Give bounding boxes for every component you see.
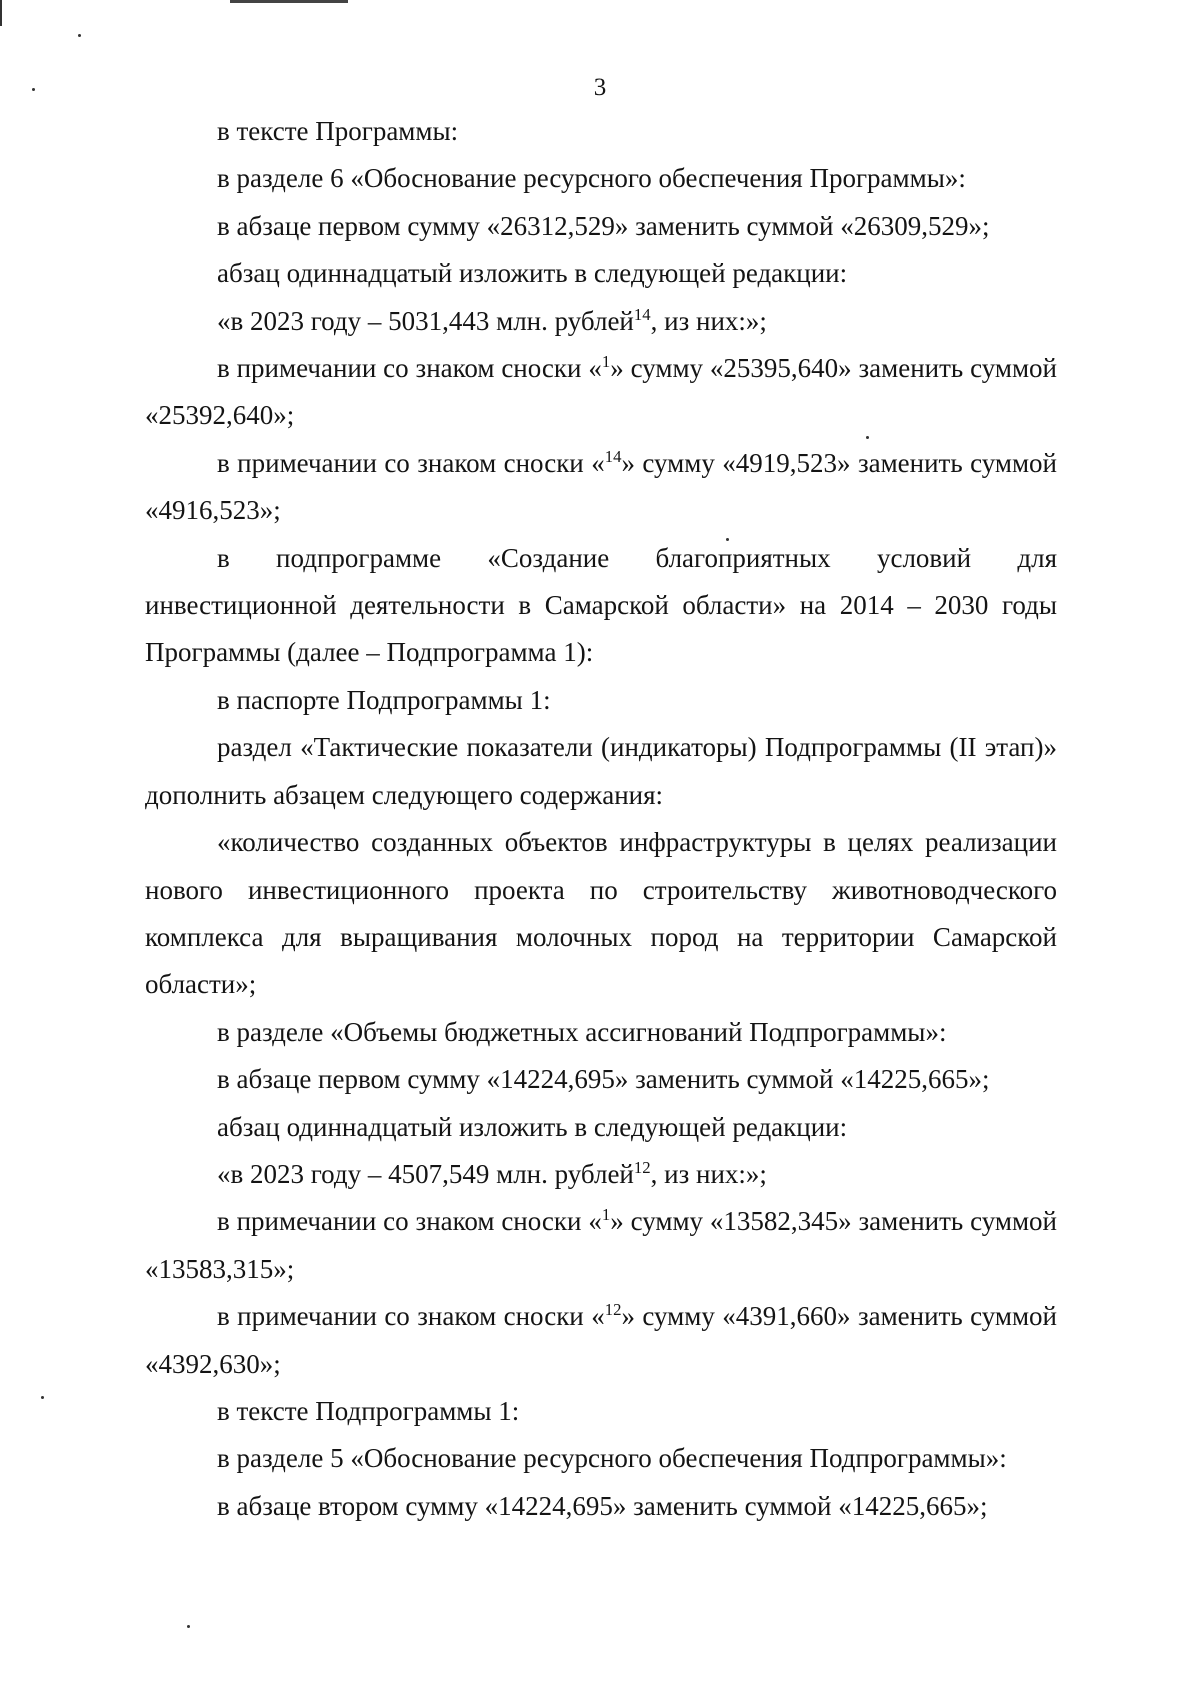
paragraph-text: в разделе «Объемы бюджетных ассигнований Подпрограммы»: xyxy=(217,1016,947,1047)
paragraph xyxy=(145,108,1057,155)
paragraph-text: в тексте Подпрограммы 1: xyxy=(217,1395,520,1426)
footnote-mark: 14 xyxy=(633,304,651,324)
paragraph-text: в абзаце первом сумму «26312,529» заменить суммой «26309,529»; xyxy=(217,210,990,241)
scan-artifact-line xyxy=(230,0,348,3)
paragraph-text: «в 2023 году – 5031,443 млн. рублей xyxy=(217,305,634,336)
paragraph xyxy=(145,1198,1057,1293)
paragraph xyxy=(145,535,1057,677)
paragraph-text: в примечании со знаком сноски « xyxy=(217,447,605,478)
document-body xyxy=(145,108,1057,1530)
footnote-mark: 1 xyxy=(601,352,611,372)
paragraph-text: в разделе 6 «Обоснование ресурсного обеспечения Программы»: xyxy=(217,163,966,194)
paragraph-text: раздел «Тактические показатели (индикаторы) Подпрограммы (II этап)» дополнить абзацем следующего содержания: xyxy=(145,732,1057,810)
paragraph-text: в тексте Программы: xyxy=(217,116,459,146)
paragraph xyxy=(145,1056,1057,1103)
paragraph xyxy=(145,1151,1057,1198)
paragraph xyxy=(145,345,1057,440)
paragraph-text: в абзаце втором сумму «14224,695» заменить суммой «14225,665»; xyxy=(217,1490,988,1521)
footnote-mark: 12 xyxy=(604,1300,622,1320)
paragraph-text: «в 2023 году – 4507,549 млн. рублей xyxy=(217,1158,634,1189)
paragraph xyxy=(145,724,1057,819)
page-number: 3 xyxy=(593,74,607,101)
paragraph-text: » сумму «4391,660» заменить суммой «4392,630»; xyxy=(145,1301,1057,1379)
paragraph-text: » сумму «4919,523» заменить суммой «4916,523»; xyxy=(145,447,1057,526)
paragraph-text: «количество созданных объектов инфраструктуры в целях реализации нового инвестиционного проекта по строительству животноводческого комплекса для выращивания молочных пород на территории Самарской области»; xyxy=(145,827,1057,1000)
paragraph-text: , из них:»; xyxy=(650,1158,767,1189)
scan-speck xyxy=(187,1625,190,1628)
paragraph xyxy=(145,1388,1057,1435)
footnote-mark: 1 xyxy=(601,1205,611,1225)
paragraph-text: в подпрограмме «Создание благоприятных условий для инвестиционной деятельности в Самарской области» на 2014 – 2030 годы Программы (далее – Подпрограмма 1): xyxy=(145,542,1057,668)
paragraph xyxy=(145,1483,1057,1530)
scan-edge-mark xyxy=(0,0,2,26)
paragraph xyxy=(145,440,1057,535)
scan-speck xyxy=(41,1396,44,1399)
paragraph-text: , из них:»; xyxy=(650,305,767,336)
paragraph xyxy=(145,1009,1057,1056)
paragraph xyxy=(145,155,1057,202)
paragraph-text: в примечании со знаком сноски « xyxy=(217,1206,602,1237)
footnote-mark: 12 xyxy=(633,1157,651,1177)
paragraph-text: абзац одиннадцатый изложить в следующей редакции: xyxy=(217,258,848,289)
paragraph xyxy=(145,1104,1057,1151)
paragraph xyxy=(145,819,1057,1009)
paragraph xyxy=(145,250,1057,297)
paragraph-text: в разделе 5 «Обоснование ресурсного обеспечения Подпрограммы»: xyxy=(217,1443,1007,1474)
paragraph xyxy=(145,1293,1057,1388)
paragraph-text: » сумму «13582,345» заменить суммой «13583,315»; xyxy=(145,1206,1057,1284)
paragraph-text: абзац одиннадцатый изложить в следующей редакции: xyxy=(217,1111,848,1142)
paragraph-text: в примечании со знаком сноски « xyxy=(217,353,602,384)
paragraph-text: » сумму «25395,640» заменить суммой «25392,640»; xyxy=(145,353,1057,431)
paragraph-text: в примечании со знаком сноски « xyxy=(217,1301,605,1332)
paragraph-text: в паспорте Подпрограммы 1: xyxy=(217,684,551,715)
paragraph xyxy=(145,677,1057,724)
paragraph xyxy=(145,203,1057,250)
paragraph xyxy=(145,298,1057,345)
scan-speck xyxy=(78,34,81,37)
paragraph xyxy=(145,1435,1057,1482)
footnote-mark: 14 xyxy=(604,446,622,466)
paragraph-text: в абзаце первом сумму «14224,695» заменить суммой «14225,665»; xyxy=(217,1064,990,1095)
